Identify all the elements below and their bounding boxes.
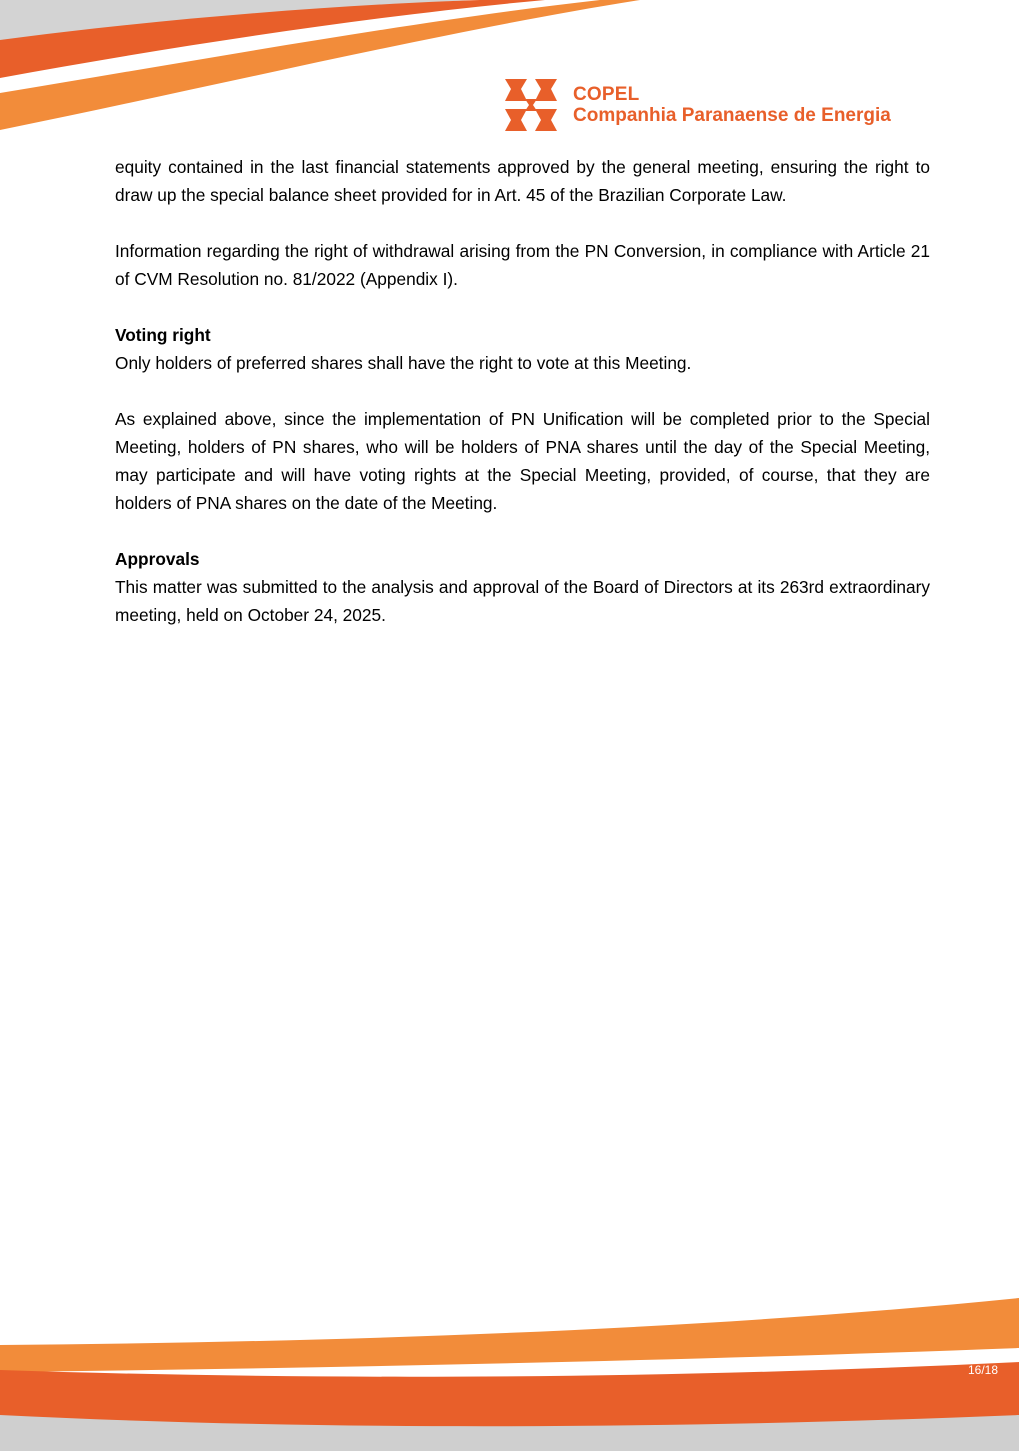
heading-approvals: Approvals [115,549,200,569]
logo-company-short-name: COPEL [573,84,640,105]
paragraph-withdrawal-info: Information regarding the right of withdrawal arising from the PN Conversion, in compliance with Article 21 of CVM Resolution no. 81/2022 (Appendix I). [115,241,930,289]
paragraph-equity: equity contained in the last financial statements approved by the general meeting, ensuring the right to draw up the special balance sheet provided for in Art. 45 of the Brazilian Corporate Law. [115,157,930,205]
footer-swoosh-decoration [0,1290,1019,1451]
paragraph-approvals: This matter was submitted to the analysis and approval of the Board of Directors at its 263rd extraordinary meeting, held on October 24, 2025. [115,577,930,625]
document-body [115,153,930,657]
page-number: 16/18 [968,1363,999,1377]
paragraph-voting-right: Only holders of preferred shares shall have the right to vote at this Meeting. [115,353,692,373]
logo-company-full-name: Companhia Paranaense de Energia [573,105,891,126]
copel-logo [503,79,891,131]
paragraph-pn-unification: As explained above, since the implementation of PN Unification will be completed prior to the Special Meeting, holders of PN shares, who will be holders of PNA shares until the day of the Special Meeting, may participate and will have voting rights at the Special Meeting, provided, of course, that they are holders of PNA shares on the date of the Meeting. [115,409,930,513]
footer-light-orange-swoosh [0,1298,1019,1372]
heading-voting-right: Voting right [115,325,211,345]
copel-logo-icon [503,79,559,131]
